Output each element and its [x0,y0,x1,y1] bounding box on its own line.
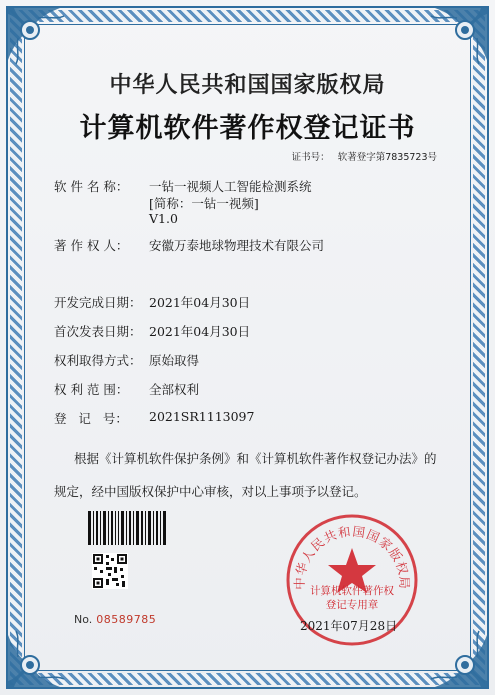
seal-line-2: 登记专用章 [325,599,379,611]
registration-label: 登 记 号： [54,411,128,426]
dev-complete-label: 开发完成日期： [54,295,142,310]
version-value: V1.0 [149,211,178,226]
certificate-number [292,149,437,163]
acquire-method-value: 原始取得 [149,353,200,368]
certificate-title: 计算机软件著作权登记证书 [79,113,416,144]
corner-ornament-icon [421,621,491,691]
first-publish-label: 首次发表日期： [54,324,142,339]
scope-label: 权 利 范 围： [54,382,129,397]
qr-code-icon [92,553,128,589]
serial-value: 08589785 [96,613,157,626]
statement-line-1: 根据《计算机软件保护条例》和《计算机软件著作权登记办法》的 [74,451,437,466]
owner-value: 安徽万泰地球物理技术有限公司 [149,238,325,253]
dev-complete-value: 2021年04月30日 [149,295,251,310]
corner-ornament-icon [421,4,491,74]
owner-label: 著 作 权 人： [54,238,129,253]
issuing-authority-title: 中华人民共和国国家版权局 [109,72,386,98]
issue-date: 2021年07月28日 [300,619,398,633]
barcode-icon [88,511,168,545]
certificate-number-value: 软著登字第7835723号 [337,152,437,163]
corner-ornament-icon [4,4,74,74]
first-publish-value: 2021年04月30日 [149,324,251,339]
certificate-number-label: 证书号： [291,152,330,163]
software-name-value: 一钻一视频人工智能检测系统 [149,179,312,194]
seal-line-1: 计算机软件著作权 [310,585,394,597]
acquire-method-label: 权利取得方式： [54,353,142,368]
statement-line-2: 规定，经中国版权保护中心审核，对以上事项予以登记。 [54,484,367,499]
software-name-label: 软 件 名 称： [54,179,129,194]
short-name-value: [简称：一钻一视频] [149,196,259,211]
corner-ornament-icon [4,621,74,691]
registration-value: 2021SR1113097 [149,409,255,424]
seal-arc-text: 中华人民共和国国家版权局 [291,523,413,590]
serial-number [74,613,156,626]
serial-label: No. [74,613,93,626]
scope-value: 全部权利 [149,382,200,397]
